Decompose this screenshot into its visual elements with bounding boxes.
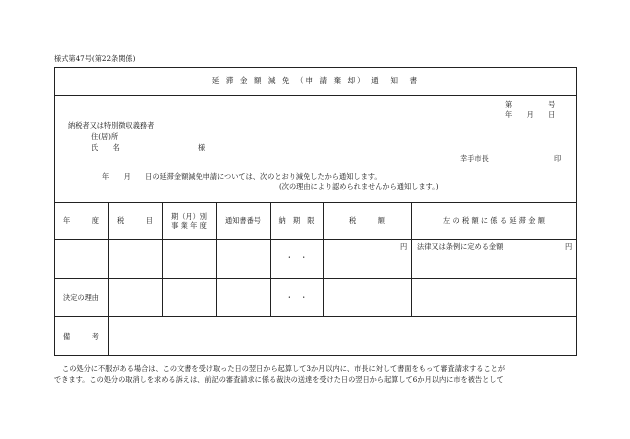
deadline-dots-1: ・ ・	[285, 252, 308, 262]
body-line-1: 年 月 日の延滞金額減免申請については、次のとおり減免したから通知します。	[102, 172, 382, 181]
header-deadline: 納 期 限	[278, 216, 315, 225]
notice-title: 延 滞 金 額 減 免 （申 請 棄 却） 通 知 書	[211, 76, 420, 85]
mayor-label: 幸手市長	[460, 154, 489, 163]
deadline-dots-2: ・ ・	[285, 292, 308, 302]
honorific: 様	[198, 143, 206, 152]
delinquency-amount-yen: 円	[565, 242, 573, 251]
tax-amount-yen: 円	[400, 242, 408, 251]
name-label: 氏 名	[91, 143, 120, 152]
notice-number: 第 号	[505, 100, 556, 109]
address-label: 住(居)所	[91, 132, 119, 141]
appeal-note-line-1: この処分に不服がある場合は、この文書を受け取った日の翌日から起算して3か月以内に、市長に対して書面をもって審査請求することが	[62, 364, 506, 373]
notice-date: 年 月 日	[505, 110, 556, 119]
header-period	[162, 202, 216, 239]
header-tax-item: 税 目	[117, 216, 153, 225]
header-notice-number: 通知書番号	[225, 216, 261, 225]
header-tax-amount: 税 額	[349, 216, 385, 225]
appeal-note-line-2: できます。この処分の取消しを求める訴えは、前記の審査請求に係る裁決の送達を受けた日の翌日から起算して6か月以内に市を被告として	[54, 375, 504, 384]
header-period-top: 期（月）別	[171, 211, 207, 221]
header-period-bottom: 事 業 年 度	[171, 220, 207, 230]
header-year: 年 度	[63, 216, 99, 225]
table-header-line	[54, 239, 577, 240]
body-line-2: (次の理由により認められませんから通知します。)	[279, 182, 439, 191]
remarks-label: 備 考	[63, 331, 99, 341]
title-divider	[54, 95, 577, 96]
header-delinquency-amount: 左 の 税 額 に 係 る 延 滞 金 額	[443, 216, 545, 225]
statutory-amount-label: 法律又は条例に定める金額	[417, 242, 504, 251]
taxpayer-label: 納税者又は特別徴収義務者	[68, 121, 155, 130]
table-row-line	[54, 278, 577, 279]
reason-label: 決定の理由	[63, 292, 99, 302]
table-reason-line	[54, 316, 577, 317]
seal-mark: 印	[554, 154, 562, 163]
form-id: 様式第47号(第22条関係)	[54, 54, 136, 63]
